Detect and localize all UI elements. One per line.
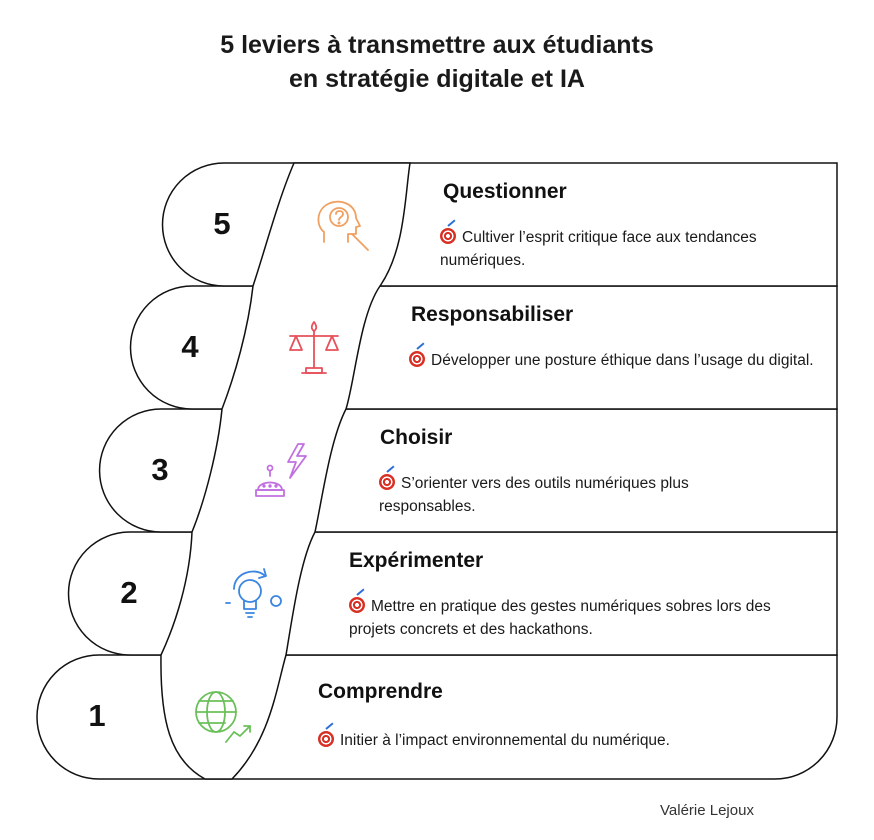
step-4-title: Responsabiliser bbox=[411, 303, 574, 326]
step-1-title: Comprendre bbox=[318, 680, 443, 703]
target-icon bbox=[379, 474, 395, 490]
step-1-description-text: Initier à l’impact environnemental du numérique. bbox=[340, 732, 670, 749]
target-icon bbox=[409, 351, 425, 367]
step-2-description bbox=[349, 595, 819, 641]
title-line-2: en stratégie digitale et IA bbox=[289, 65, 585, 93]
scales-icon bbox=[284, 318, 344, 378]
title-line-1: 5 leviers à transmettre aux étudiants bbox=[220, 31, 654, 59]
step-5-description bbox=[440, 226, 770, 272]
step-4-description-text: Développer une posture éthique dans l’usage du digital. bbox=[431, 352, 814, 369]
target-icon bbox=[349, 597, 365, 613]
step-3-description-text: S’orienter vers des outils numériques plus responsables. bbox=[379, 475, 689, 515]
step-2-title: Expérimenter bbox=[349, 549, 484, 572]
step-5-number: 5 bbox=[213, 206, 231, 241]
target-icon bbox=[318, 731, 334, 747]
lightbulb-icon bbox=[224, 563, 288, 623]
step-3-title: Choisir bbox=[380, 426, 453, 449]
step-3-description bbox=[379, 472, 779, 518]
step-2-number: 2 bbox=[120, 575, 138, 610]
step-3-number: 3 bbox=[151, 452, 169, 487]
target-icon bbox=[440, 228, 456, 244]
step-4-number: 4 bbox=[181, 329, 199, 364]
step-1-number: 1 bbox=[88, 698, 106, 733]
step-1-shape bbox=[37, 655, 837, 779]
robot-bolt-icon bbox=[250, 440, 316, 502]
step-5-description-text: Cultiver l’esprit critique face aux tendances numériques. bbox=[440, 229, 757, 269]
globe-growth-icon bbox=[192, 686, 256, 748]
head-question-icon bbox=[312, 196, 372, 254]
author-credit: Valérie Lejoux bbox=[660, 802, 754, 819]
step-4-description bbox=[409, 349, 834, 372]
step-5-title: Questionner bbox=[443, 180, 567, 203]
step-1-description bbox=[318, 729, 818, 752]
step-2-description-text: Mettre en pratique des gestes numériques sobres lors des projets concrets et des hackathons. bbox=[349, 598, 771, 638]
